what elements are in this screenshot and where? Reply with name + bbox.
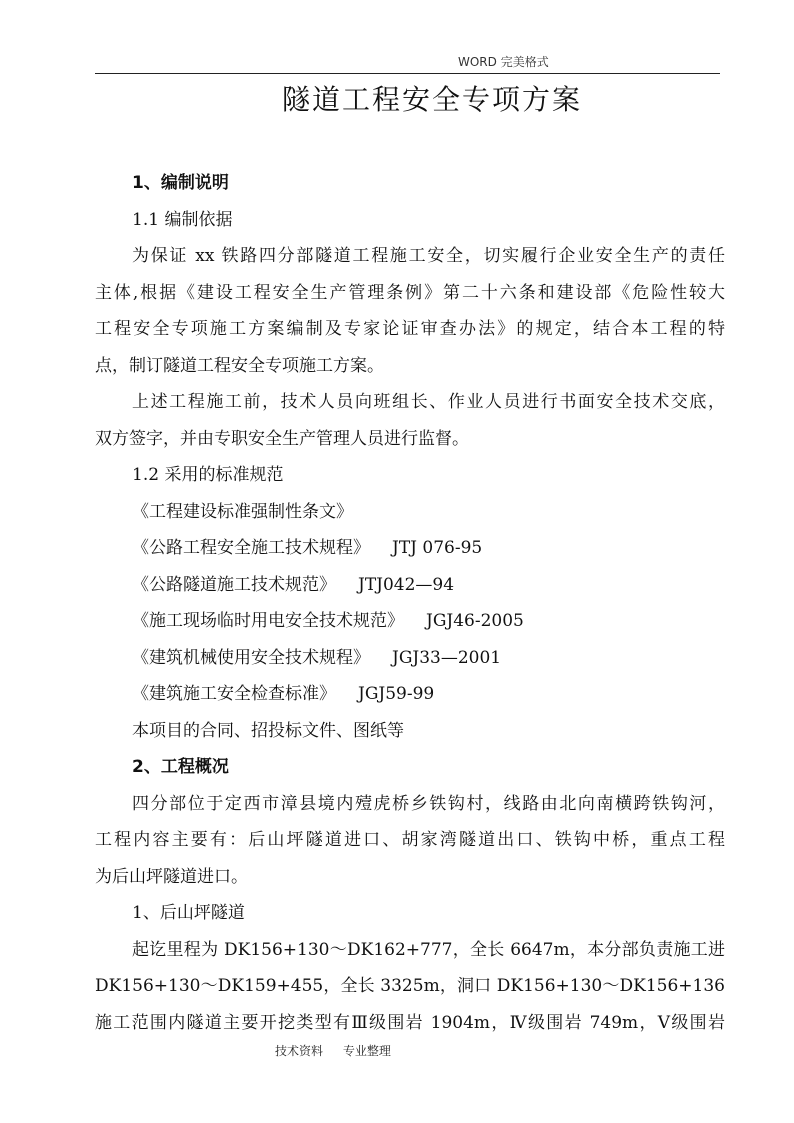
header-label: WORD 完美格式 — [458, 55, 549, 69]
paragraph-line: 起讫里程为 DK156+130～DK162+777，全长 6647m，本分部负责施工进 — [132, 939, 725, 960]
standard-name: 《施工现场临时用电安全技术规范》 — [132, 611, 404, 631]
paragraph-line: 为保证 xx 铁路四分部隧道工程施工安全，切实履行企业安全生产的责任 — [132, 246, 725, 266]
standard-item — [95, 676, 725, 713]
standard-name: 《公路隧道施工技术规范》 — [132, 574, 336, 595]
standard-name: 《公路工程安全施工技术规程》 — [132, 538, 370, 558]
paragraph-line: 工程安全专项施工方案编制及专家论证审查办法》的规定，结合本工程的特 — [95, 319, 725, 339]
standard-item — [95, 494, 725, 531]
footer-right: 专业整理 — [342, 1044, 391, 1058]
standard-code: JGJ33—2001 — [392, 647, 502, 668]
paragraph-line: 为后山坪隧道进口。 — [95, 866, 248, 887]
standard-item — [95, 640, 725, 677]
standard-name: 《建筑机械使用安全技术规程》 — [132, 647, 370, 668]
document-body — [95, 165, 725, 1041]
subsection-heading: 1.1 编制依据 — [132, 209, 233, 230]
section-heading: 2、工程概况 — [132, 757, 229, 777]
paragraph-line: 点，制订隧道工程安全专项施工方案。 — [95, 355, 384, 376]
paragraph-line: 工程内容主要有：后山坪隧道进口、胡家湾隧道出口、铁钩中桥，重点工程 — [95, 830, 725, 850]
subsection-heading: 1、后山坪隧道 — [132, 903, 245, 923]
header-divider — [95, 73, 720, 74]
standard-code: JGJ59-99 — [358, 684, 435, 704]
standard-code: JTJ 076-95 — [392, 538, 483, 558]
paragraph-line: 四分部位于定西市漳县境内殪虎桥乡铁钩村，线路由北向南横跨铁钩河， — [132, 793, 725, 814]
section-heading: 1、编制说明 — [132, 173, 229, 193]
paragraph-line: 本项目的合同、招投标文件、图纸等 — [132, 720, 404, 741]
paragraph-line: 上述工程施工前，技术人员向班组长、作业人员进行书面安全技术交底， — [132, 392, 725, 412]
standard-name: 《建筑施工安全检查标准》 — [132, 684, 336, 704]
paragraph-line: 主体,根据《建设工程安全生产管理条例》第二十六条和建设部《危险性较大 — [95, 282, 725, 303]
standard-item — [95, 530, 725, 567]
standard-name: 《工程建设标准强制性条文》 — [132, 501, 353, 522]
standard-item — [95, 567, 725, 604]
page-footer — [275, 1042, 407, 1059]
paragraph-line: 双方签字，并由专职安全生产管理人员进行监督。 — [95, 428, 469, 449]
footer-left: 技术资料 — [275, 1044, 324, 1058]
paragraph-line: DK156+130～DK159+455，全长 3325m，洞口 DK156+130～DK156+136 — [95, 976, 725, 996]
subsection-heading: 1.2 采用的标准规范 — [132, 465, 284, 485]
standard-code: JTJ042—94 — [358, 574, 455, 595]
standard-item — [95, 603, 725, 640]
page-title: 隧道工程安全专项方案 — [281, 83, 582, 116]
paragraph-line: 施工范围内隧道主要开挖类型有Ⅲ级围岩 1904m，Ⅳ级围岩 749m，Ⅴ级围岩 — [95, 1012, 725, 1033]
standard-code: JGJ46-2005 — [426, 611, 524, 631]
